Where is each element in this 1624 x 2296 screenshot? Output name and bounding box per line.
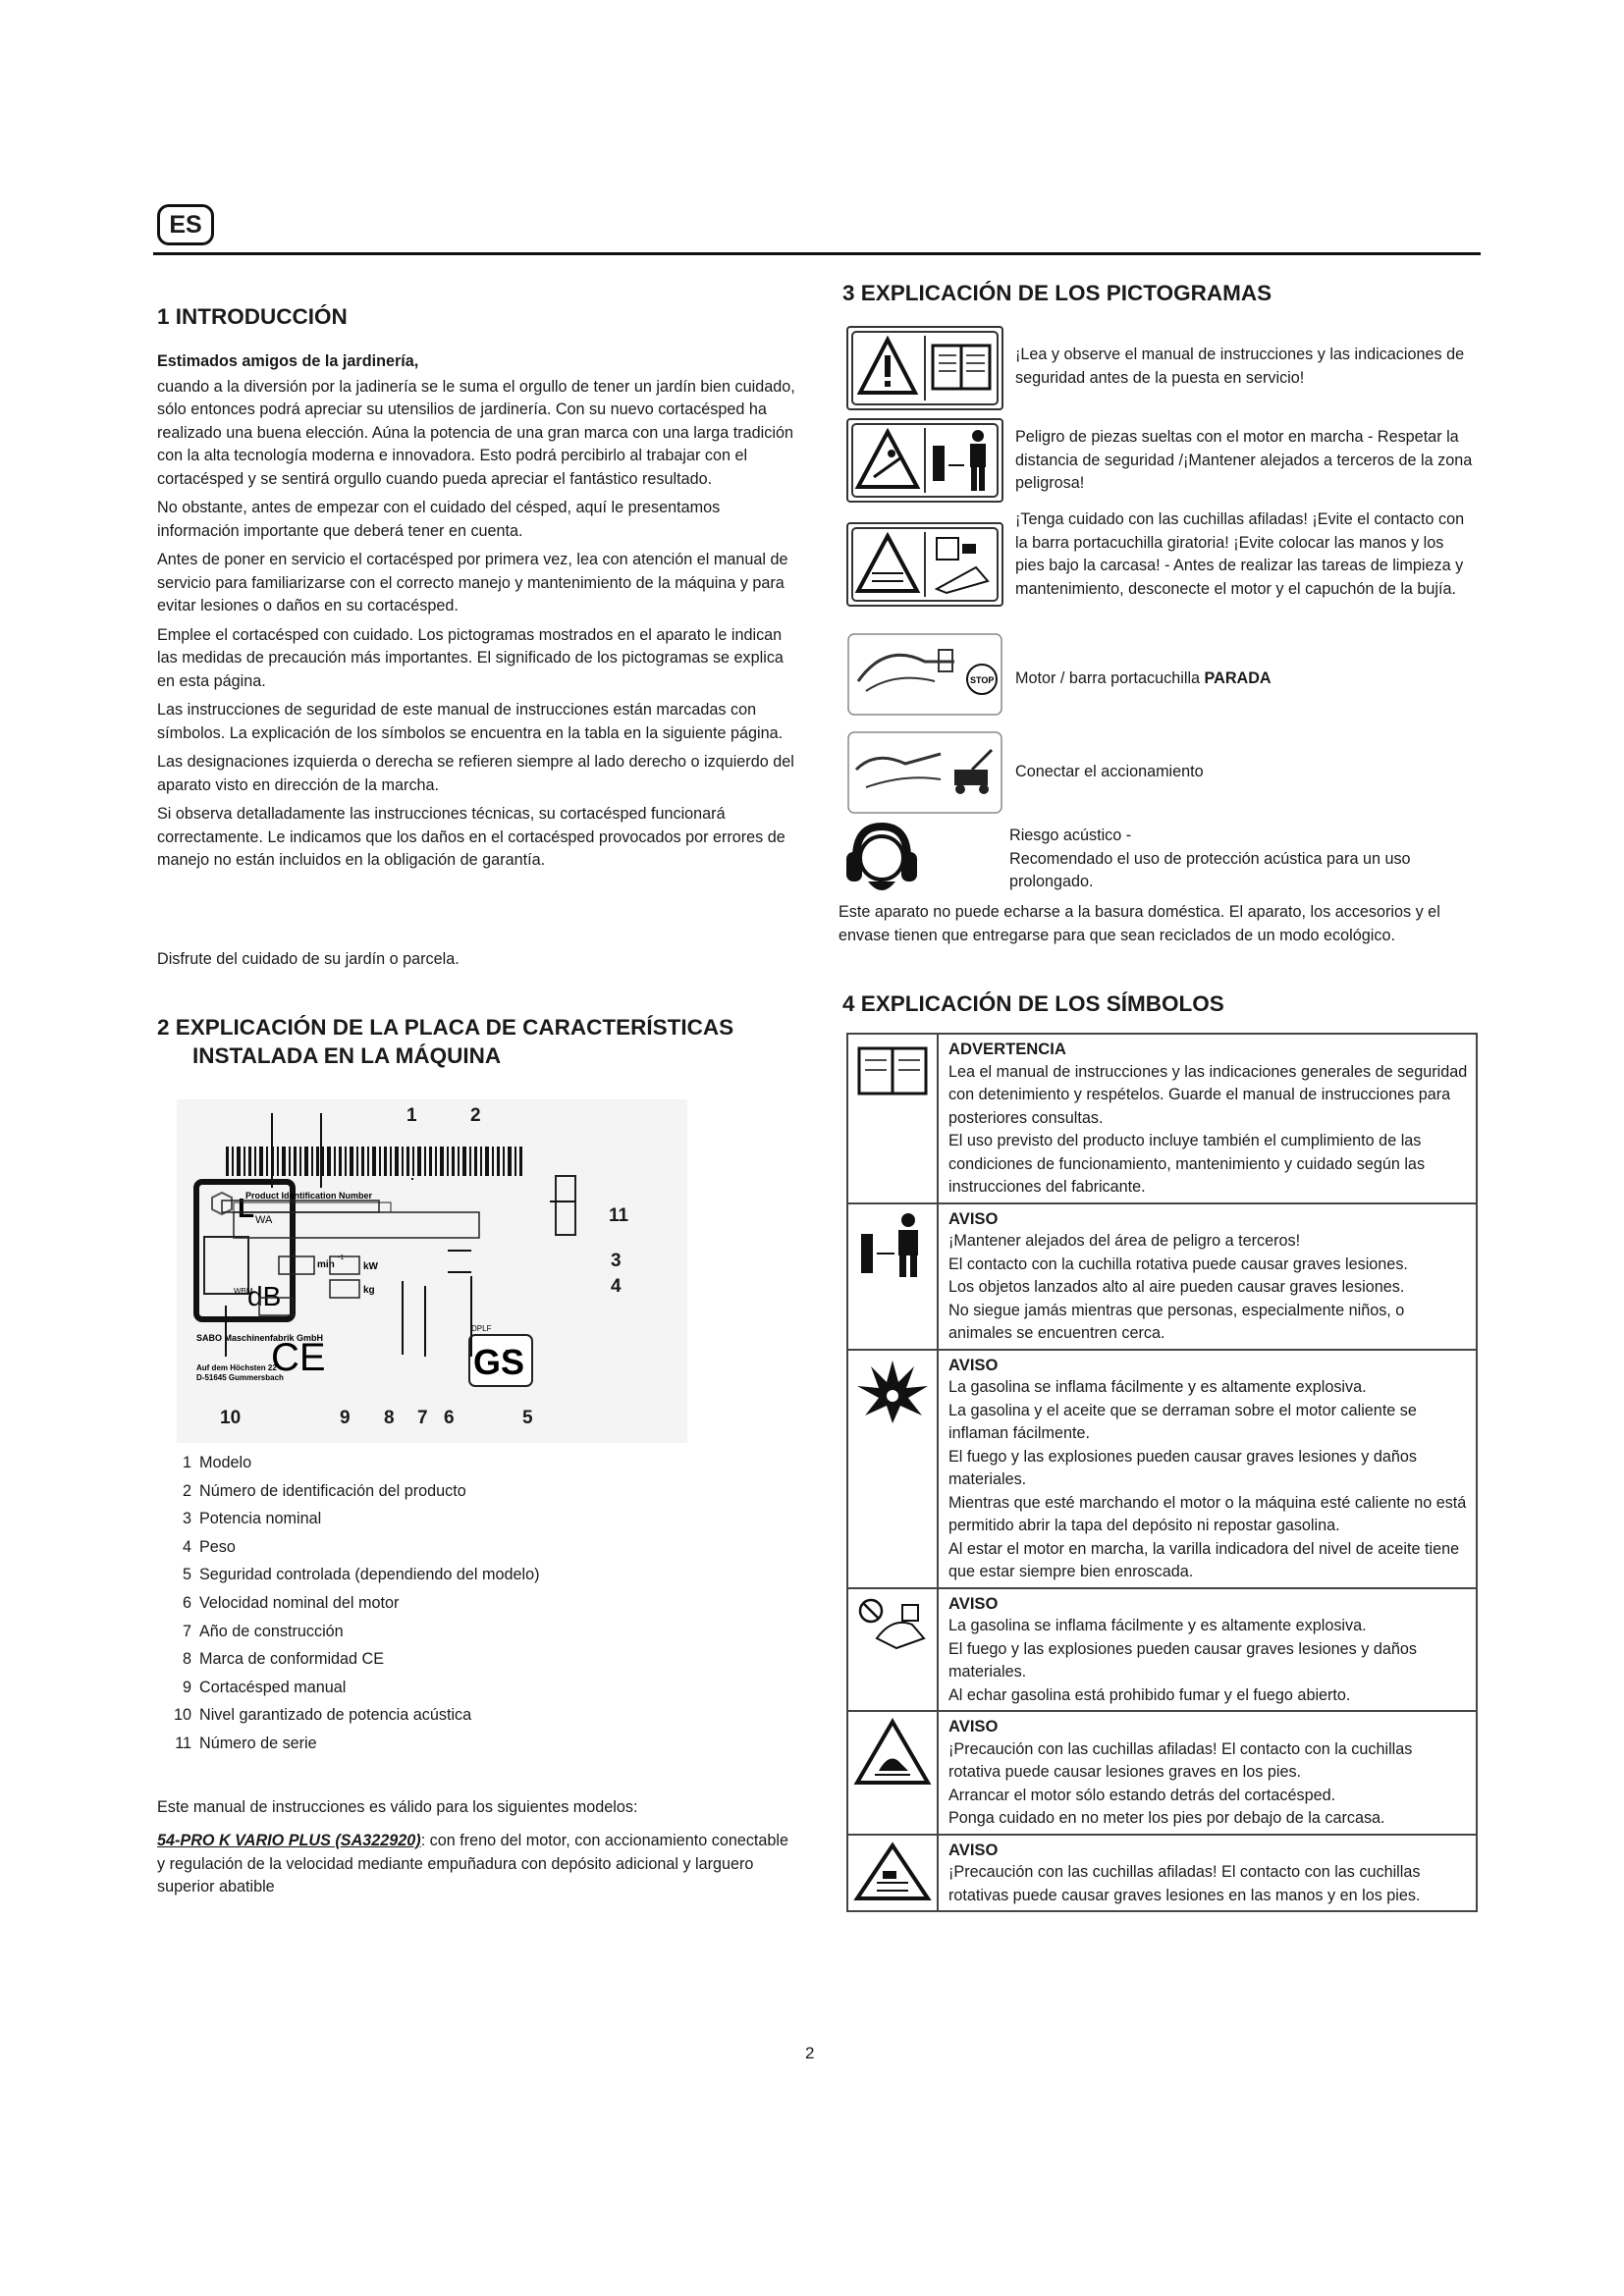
svg-text:GS: GS xyxy=(473,1342,525,1382)
symbol-line: El fuego y las explosiones pueden causar graves lesiones y daños materiales. xyxy=(948,1447,1417,1488)
symbol-icon-cell xyxy=(847,1034,938,1203)
legend-item: 10 Nivel garantizado de potencia acústica xyxy=(173,1706,472,1725)
symbol-text-cell xyxy=(938,1034,1477,1203)
callout-9: 9 xyxy=(340,1408,351,1428)
symbol-row xyxy=(847,1203,1477,1350)
legend-item: 8 Marca de conformidad CE xyxy=(182,1650,385,1669)
symbol-line: La gasolina se inflama fácilmente y es altamente explosiva. xyxy=(948,1617,1367,1634)
symbol-icon-cell xyxy=(847,1835,938,1912)
intro-paragraph: Si observa detalladamente las instrucciones técnicas, su cortacésped funcionará correctamente. Le indicamos que los daños en el cortacésped provocados por errores de manejo no están incluidos en la obligación de garantía. xyxy=(157,805,785,869)
symbol-row xyxy=(847,1711,1477,1835)
svg-text:STOP: STOP xyxy=(970,675,995,685)
callout-10: 10 xyxy=(220,1408,242,1428)
symbol-icon-cell xyxy=(847,1350,938,1588)
intro-paragraph: No obstante, antes de empezar con el cuidado del césped, aquí le presentamos información importante que deberá tener en cuenta. xyxy=(157,499,721,540)
symbol-line: El contacto con la cuchilla rotativa puede causar graves lesiones. xyxy=(948,1255,1408,1273)
svg-text:WA: WA xyxy=(255,1214,273,1226)
symbol-line: La gasolina y el aceite que se derraman sobre el motor caliente se inflaman fácilmente. xyxy=(948,1401,1417,1442)
section-4-title: 4 EXPLICACIÓN DE LOS SÍMBOLOS xyxy=(842,991,1224,1016)
header-rule xyxy=(153,252,1481,255)
legend-item: 2 Número de identificación del producto xyxy=(182,1481,466,1500)
legend-item: 7 Año de construcción xyxy=(182,1622,344,1640)
disposal-note: Este aparato no puede echarse a la basura doméstica. El aparato, los accesorios y el envase tienen que entregarse para que sean reciclados de un modo ecológico. xyxy=(839,903,1440,944)
foot-blade-warning-icon xyxy=(853,1718,932,1787)
svg-text:Product Identification Number: Product Identification Number xyxy=(245,1191,373,1201)
symbol-line: El uso previsto del producto incluye también el cumplimiento de las condiciones de funcionamiento, mantenimiento y cuidado según las instrucciones del fabricante. xyxy=(948,1132,1426,1196)
stop-label: PARADA xyxy=(1204,669,1272,687)
callout-7: 7 xyxy=(417,1408,428,1428)
intro-paragraph: cuando a la diversión por la jadinería se le suma el orgullo de tener un jardín bien cuidado, sólo entonces podrá apreciar su utensilios de jardinería. Con su nuevo cortacésped ha realizado una buena elección. Aúna la potencia de una gran marca con una larga tradición con la alta tecnología moderna e innovadora. Esto podrá percibirlo al trabajar con el cortacésped y se sentirá orgullo cuando pueda apreciar el fantástico resultado. xyxy=(157,377,795,488)
pictogram-loose-parts xyxy=(846,418,1003,503)
symbol-line: Los objetos lanzados alto al aire pueden causar graves lesiones. xyxy=(948,1278,1405,1296)
rating-plate-diagram xyxy=(177,1099,687,1443)
symbol-line: El fuego y las explosiones pueden causar graves lesiones y daños materiales. xyxy=(948,1639,1417,1681)
svg-text:DPLF: DPLF xyxy=(471,1324,492,1333)
no-smoking-refuel-icon xyxy=(853,1595,932,1654)
valid-models-intro: Este manual de instrucciones es válido para los siguientes modelos: xyxy=(157,1798,638,1816)
legend-item: 1 Modelo xyxy=(182,1454,252,1471)
manual-book-icon xyxy=(853,1041,932,1099)
stop-lever-icon xyxy=(846,632,1003,717)
symbol-row xyxy=(847,1034,1477,1203)
svg-text:Auf dem Höchsten 22: Auf dem Höchsten 22 xyxy=(196,1363,277,1372)
language-badge: ES xyxy=(157,204,214,245)
thrown-objects-icon xyxy=(848,420,1001,501)
symbols-table xyxy=(846,1033,1478,1912)
legend-item: 6 Velocidad nominal del motor xyxy=(182,1593,400,1612)
symbol-heading: AVISO xyxy=(948,1355,999,1374)
legend-item: 9 Cortacésped manual xyxy=(182,1678,347,1696)
pictogram-motor-stop-text: Motor / barra portacuchilla PARADA xyxy=(1015,669,1272,687)
svg-text:WBM: WBM xyxy=(234,1287,253,1296)
symbol-icon-cell xyxy=(847,1203,938,1350)
symbol-line: ¡Mantener alejados del área de peligro a terceros! xyxy=(948,1232,1301,1250)
svg-text:SABO Maschinenfabrik GmbH: SABO Maschinenfabrik GmbH xyxy=(196,1333,324,1343)
pictogram-loose-parts-text: Peligro de piezas sueltas con el motor en marcha - Respetar la distancia de seguridad /¡Mantener alejados a terceros de la zona peligrosa! xyxy=(1015,428,1473,492)
callout-8: 8 xyxy=(384,1408,395,1428)
explosion-icon xyxy=(853,1357,932,1425)
drive-engage-icon xyxy=(846,730,1003,815)
hand-foot-blade-warning-icon xyxy=(853,1842,932,1902)
intro-closing: Disfrute del cuidado de su jardín o parcela. xyxy=(157,950,460,968)
symbol-row xyxy=(847,1588,1477,1712)
model-desc: : con freno del motor, con accionamiento conectable y regulación de la velocidad mediante empuñadura con depósito adicional y larguero superior abatible xyxy=(157,1832,789,1896)
callout-1: 1 xyxy=(406,1105,417,1126)
svg-text:CE: CE xyxy=(271,1336,326,1379)
svg-text:dB: dB xyxy=(247,1281,282,1311)
warning-book-icon xyxy=(848,328,1001,408)
section-2-title: 2 EXPLICACIÓN DE LA PLACA DE CARACTERÍSTICAS xyxy=(157,1015,734,1040)
model-description xyxy=(157,1830,795,1899)
symbol-heading: AVISO xyxy=(948,1717,999,1735)
symbol-line: Arrancar el motor sólo estando detrás del cortacésped. xyxy=(948,1786,1336,1804)
symbol-row xyxy=(847,1350,1477,1588)
symbol-heading: AVISO xyxy=(948,1208,999,1228)
callout-3: 3 xyxy=(611,1251,622,1271)
symbol-text-cell xyxy=(938,1711,1477,1835)
svg-text:kW: kW xyxy=(363,1261,378,1272)
section-3-title: 3 EXPLICACIÓN DE LOS PICTOGRAMAS xyxy=(842,281,1272,305)
legend-item: 11 Número de serie xyxy=(175,1734,317,1752)
symbol-line: Al echar gasolina está prohibido fumar y el fuego abierto. xyxy=(948,1685,1351,1704)
callout-5: 5 xyxy=(522,1408,533,1428)
intro-paragraph: Las designaciones izquierda o derecha se refieren siempre al lado derecho o izquierdo del aparato visto en dirección de la marcha. xyxy=(157,753,794,794)
symbol-line: Lea el manual de instrucciones y las indicaciones generales de seguridad con detenimiento y respételos. Guarde el manual de instrucciones para posteriores consultas. xyxy=(948,1062,1468,1127)
pictogram-motor-stop xyxy=(846,632,1003,717)
svg-text:-1: -1 xyxy=(338,1255,345,1261)
symbol-row xyxy=(847,1835,1477,1912)
intro-paragraph: Antes de poner en servicio el cortacésped por primera vez, lea con atención el manual de servicio para familiarizarse con el correcto manejo y mantenimiento de la máquina y para evitar lesiones o daños en su cortacésped. xyxy=(157,551,788,614)
svg-text:kg: kg xyxy=(363,1285,375,1296)
callout-6: 6 xyxy=(444,1408,455,1428)
symbol-heading: ADVERTENCIA xyxy=(948,1040,1066,1058)
ear-protection-icon xyxy=(842,821,921,903)
section-2-title-line2: INSTALADA EN LA MÁQUINA xyxy=(192,1043,502,1068)
symbol-line: Ponga cuidado en no meter los pies por debajo de la carcasa. xyxy=(948,1809,1385,1827)
svg-text:D-51645 Gummersbach: D-51645 Gummersbach xyxy=(196,1373,284,1382)
symbol-heading: AVISO xyxy=(948,1593,999,1613)
legend-item: 3 Potencia nominal xyxy=(182,1510,322,1528)
intro-paragraph: Las instrucciones de seguridad de este manual de instrucciones están marcadas con símbolos. La explicación de los símbolos se encuentra en la tabla en la siguiente página. xyxy=(157,701,784,742)
svg-text:L: L xyxy=(238,1193,255,1223)
intro-body xyxy=(157,350,795,873)
keep-distance-icon xyxy=(853,1210,932,1279)
svg-text:min: min xyxy=(317,1259,335,1270)
symbol-text-cell xyxy=(938,1203,1477,1350)
callout-4: 4 xyxy=(611,1276,622,1297)
symbol-line: No siegue jamás mientras que personas, especialmente niños, o animales se encuentren cerca. xyxy=(948,1301,1405,1342)
intro-greeting: Estimados amigos de la jardinería, xyxy=(157,352,419,370)
blade-hand-foot-icon xyxy=(848,524,1001,605)
symbol-heading: AVISO xyxy=(948,1840,999,1859)
page-number: 2 xyxy=(805,2044,815,2062)
pictogram-read-manual-text: ¡Lea y observe el manual de instrucciones y las indicaciones de seguridad antes de la puesta en servicio! xyxy=(1015,346,1465,387)
plate-legend xyxy=(172,1449,539,1758)
pictogram-drive xyxy=(846,730,1003,815)
symbol-line: ¡Precaución con las cuchillas afiladas! El contacto con las cuchillas rotativas puede causar graves lesiones en las manos y en los pies. xyxy=(948,1863,1421,1904)
symbol-icon-cell xyxy=(847,1588,938,1712)
intro-paragraph: Emplee el cortacésped con cuidado. Los pictogramas mostrados en el aparato le indican las medidas de precaución más importantes. El significado de los pictogramas se explica en esta página. xyxy=(157,625,784,690)
legend-item: 4 Peso xyxy=(182,1537,236,1556)
pictogram-read-manual xyxy=(846,326,1003,410)
pictogram-blades-text: ¡Tenga cuidado con las cuchillas afiladas! ¡Evite el contacto con la barra portacuchilla giratoria! ¡Evite colocar las manos y los pies bajo la carcasa! - Antes de realizar las tareas de limpieza y mantenimiento, desconecte el motor y el capuchón de la bujía. xyxy=(1015,510,1465,598)
model-name: 54-PRO K VARIO PLUS (SA322920) xyxy=(157,1832,421,1849)
symbol-text-cell xyxy=(938,1588,1477,1712)
pictogram-blades xyxy=(846,522,1003,607)
callout-2: 2 xyxy=(470,1105,481,1126)
symbol-line: ¡Precaución con las cuchillas afiladas! El contacto con la cuchillas rotativa puede causar lesiones graves en los pies. xyxy=(948,1739,1413,1781)
pictogram-noise-text: Riesgo acústico - Recomendado el uso de protección acústica para un uso prolongado. xyxy=(1009,827,1411,890)
symbol-icon-cell xyxy=(847,1711,938,1835)
symbol-text-cell xyxy=(938,1835,1477,1912)
symbol-line: La gasolina se inflama fácilmente y es altamente explosiva. xyxy=(948,1378,1367,1396)
callout-11: 11 xyxy=(609,1205,629,1226)
pictogram-drive-text: Conectar el accionamiento xyxy=(1015,763,1204,780)
section-1-title: 1 INTRODUCCIÓN xyxy=(157,304,348,329)
legend-item: 5 Seguridad controlada (dependiendo del modelo) xyxy=(182,1566,540,1584)
symbol-line: Mientras que esté marchando el motor o la máquina esté caliente no está permitido abrir la tapa del depósito ni repostar gasolina. xyxy=(948,1493,1467,1534)
symbol-line: Al estar el motor en marcha, la varilla indicadora del nivel de aceite tiene que estar siempre bien enroscada. xyxy=(948,1539,1460,1580)
symbol-text-cell xyxy=(938,1350,1477,1588)
